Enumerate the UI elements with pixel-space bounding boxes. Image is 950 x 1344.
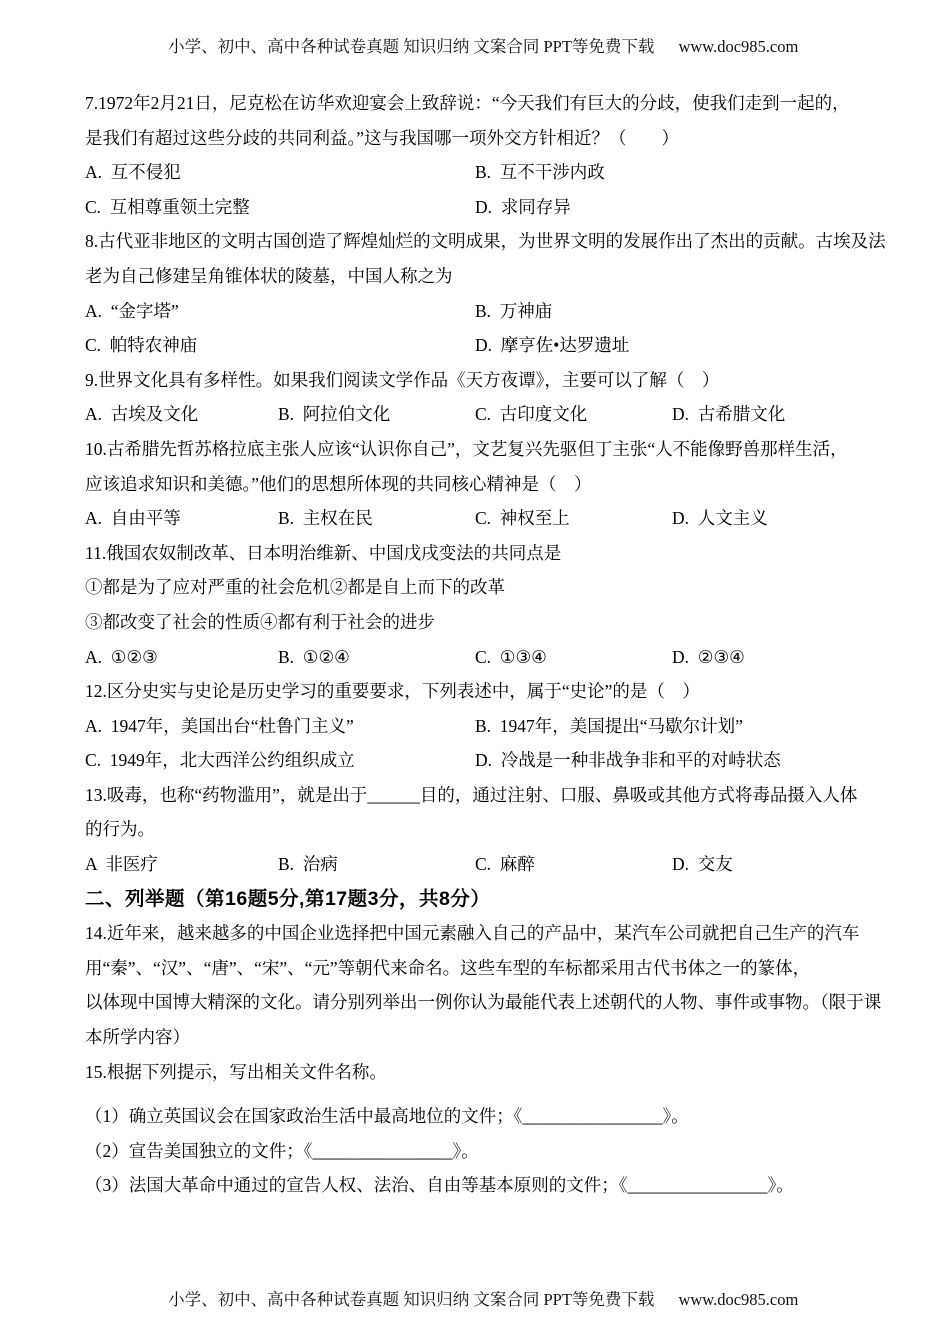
q8-options-row1 <box>85 294 875 329</box>
q11-option-d: D. ②③④ <box>672 646 745 667</box>
q8-option-a: A. “金字塔” <box>85 300 179 321</box>
q15-stem-line1: 15.根据下列提示，写出相关文件名称。 <box>85 1061 387 1082</box>
q13-options-row <box>85 847 875 882</box>
q14-stem-line4: 本所学内容） <box>85 1027 190 1048</box>
q10-stem-line2: 应该追求知识和美德。”他们的思想所体现的共同核心精神是（ ） <box>85 473 592 494</box>
q10-option-b: B. 主权在民 <box>278 508 373 529</box>
q9-option-c: C. 古印度文化 <box>475 404 588 425</box>
page-footer <box>0 1266 950 1330</box>
q11-option-c: C. ①③④ <box>475 646 547 667</box>
footer-text: 小学、初中、高中各种试卷真题 知识归纳 文案合同 PPT等免费下载 <box>168 1290 655 1309</box>
exam-content <box>85 86 886 1203</box>
q13-option-b: B. 治病 <box>278 854 338 875</box>
q10-option-c: C. 神权至上 <box>475 508 570 529</box>
q14-stem-line1: 14.近年来，越来越多的中国企业选择把中国元素融入自己的产品中，某汽车公司就把自己生产的汽车 <box>85 923 860 944</box>
section-2-heading: 二、列举题（第16题5分,第17题3分，共8分） <box>85 887 491 910</box>
q14-stem-line3: 以体现中国博大精深的文化。请分别列举出一例你认为最能代表上述朝代的人物、事件或事物。（限于课 <box>85 992 882 1013</box>
q9-stem-line1: 9.世界文化具有多样性。如果我们阅读文学作品《天方夜谭》，主要可以了解（ ） <box>85 369 720 390</box>
q11-options-row <box>85 640 875 675</box>
q8-option-b: B. 万神庙 <box>475 300 553 321</box>
q10-option-a: A. 自由平等 <box>85 508 181 529</box>
q12-option-a: A. 1947年，美国出台“杜鲁门主义” <box>85 715 354 736</box>
q12-option-d: D. 冷战是一种非战争非和平的对峙状态 <box>475 750 781 771</box>
q13-stem-line2: 的行为。 <box>85 819 155 840</box>
q13-option-c: C. 麻醉 <box>475 854 535 875</box>
q8-stem-line1: 8.古代亚非地区的文明古国创造了辉煌灿烂的文明成果，为世界文明的发展作出了杰出的贡献。古埃及法 <box>85 231 886 252</box>
q11-statements-line1: ①都是为了应对严重的社会危机②都是自上而下的改革 <box>85 577 505 598</box>
q13-option-a: A 非医疗 <box>85 854 158 875</box>
q12-options-row1 <box>85 709 875 744</box>
q15-item-1: （1）确立英国议会在国家政治生活中最高地位的文件；《________________》。 <box>85 1106 689 1127</box>
q7-option-c: C. 互相尊重领土完整 <box>85 196 250 217</box>
q8-options-row2 <box>85 328 875 363</box>
q7-options-row1 <box>85 155 875 190</box>
q10-stem-line1: 10.古希腊先哲苏格拉底主张人应该“认识你自己”，文艺复兴先驱但丁主张“人不能像野兽那样生活， <box>85 438 848 459</box>
q12-option-b: B. 1947年，美国提出“马歇尔计划” <box>475 715 743 736</box>
header-url: www.doc985.com <box>678 37 799 56</box>
footer-url: www.doc985.com <box>678 1290 799 1309</box>
q7-option-d: D. 求同存异 <box>475 196 571 217</box>
page-header <box>0 13 950 77</box>
q12-options-row2 <box>85 743 875 778</box>
q15-item-3: （3）法国大革命中通过的宣告人权、法治、自由等基本原则的文件；《________________》。 <box>85 1175 794 1196</box>
header-text: 小学、初中、高中各种试卷真题 知识归纳 文案合同 PPT等免费下载 <box>168 37 655 56</box>
q9-option-d: D. 古希腊文化 <box>672 404 786 425</box>
q7-options-row2 <box>85 190 875 225</box>
q13-stem-line1: 13.吸毒，也称“药物滥用”，就是出于______目的，通过注射、口服、鼻吸或其他方式将毒品摄入人体 <box>85 784 858 805</box>
q11-option-a: A. ①②③ <box>85 646 158 667</box>
q7-stem-line1: 7.1972年2月21日，尼克松在访华欢迎宴会上致辞说：“今天我们有巨大的分歧，使我们走到一起的， <box>85 93 850 113</box>
q8-option-d: D. 摩亨佐•达罗遗址 <box>475 335 630 356</box>
q12-stem-line1: 12.区分史实与史论是历史学习的重要要求，下列表述中，属于“史论”的是（ ） <box>85 681 700 702</box>
q13-option-d: D. 交友 <box>672 854 733 875</box>
q10-options-row <box>85 501 875 536</box>
q7-option-a: A. 互不侵犯 <box>85 162 181 183</box>
q11-stem-line1: 11.俄国农奴制改革、日本明治维新、中国戊戌变法的共同点是 <box>85 542 562 563</box>
q8-stem-line2: 老为自己修建呈角锥体状的陵墓，中国人称之为 <box>85 265 453 286</box>
q7-option-b: B. 互不干涉内政 <box>475 162 605 183</box>
q9-option-a: A. 古埃及文化 <box>85 404 199 425</box>
q14-stem-line2: 用“秦”、“汉”、“唐”、“宋”、“元”等朝代来命名。这些车型的车标都采用古代书体之一的篆体， <box>85 957 811 978</box>
q12-option-c: C. 1949年，北大西洋公约组织成立 <box>85 750 355 771</box>
q11-option-b: B. ①②④ <box>278 646 350 667</box>
q9-option-b: B. 阿拉伯文化 <box>278 404 391 425</box>
q7-stem-line2: 是我们有超过这些分歧的共同利益。”这与我国哪一项外交方针相近？（ ） <box>85 127 680 148</box>
q11-statements-line2: ③都改变了社会的性质④都有利于社会的进步 <box>85 611 435 632</box>
q15-item-2: （2）宣告美国独立的文件；《________________》。 <box>85 1140 479 1161</box>
q8-option-c: C. 帕特农神庙 <box>85 335 198 356</box>
q10-option-d: D. 人文主义 <box>672 508 768 529</box>
q9-options-row <box>85 397 875 432</box>
